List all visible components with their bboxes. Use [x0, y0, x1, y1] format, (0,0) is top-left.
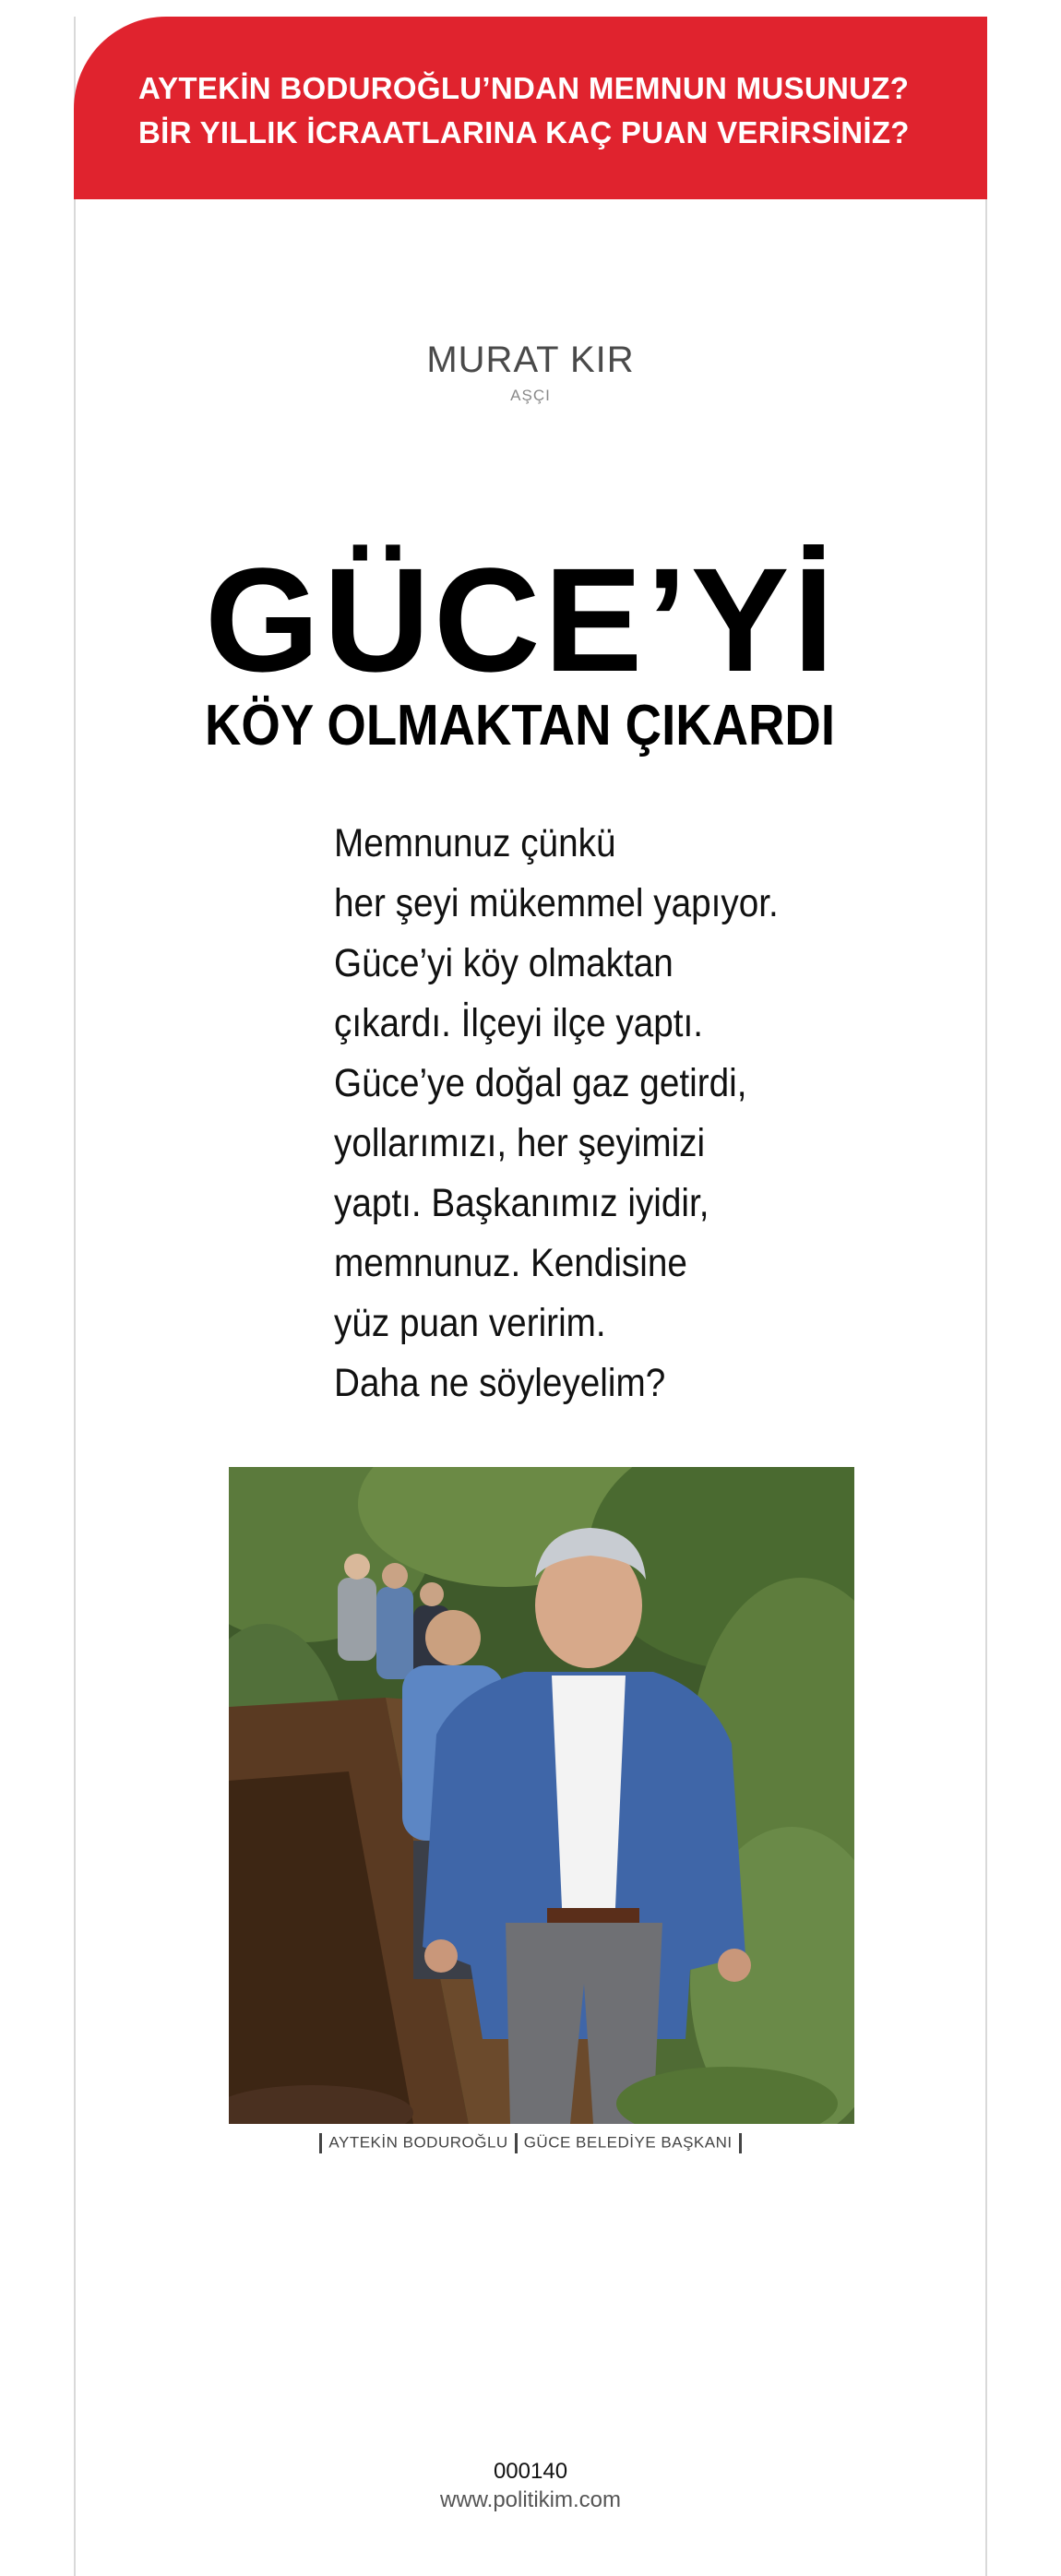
caption-name: AYTEKİN BODUROĞLU	[328, 2133, 508, 2152]
quote-line: Güce’yi köy olmaktan	[334, 941, 674, 985]
caption-divider	[319, 2133, 322, 2153]
quote-line: yaptı. Başkanımız iyidir,	[334, 1181, 709, 1225]
footer-code: 000140	[493, 2459, 568, 2484]
quote-line: memnunuz. Kendisine	[334, 1241, 687, 1285]
author-block	[0, 340, 1061, 405]
caption-divider	[515, 2133, 518, 2153]
quote-line: her şeyi mükemmel yapıyor.	[334, 881, 779, 925]
quote-line: çıkardı. İlçeyi ilçe yaptı.	[334, 1001, 704, 1045]
author-occupation: AŞÇI	[510, 387, 551, 404]
footer-website-link[interactable]: www.politikim.com	[439, 2487, 622, 2512]
banner-question-line-2: BİR YILLIK İCRAATLARINA KAÇ PUAN VERİRSİNİZ?	[138, 115, 910, 149]
photo-caption	[0, 2133, 1061, 2153]
mayor-photo-illustration	[229, 1467, 854, 2124]
banner-question-line-1: AYTEKİN BODUROĞLU’NDAN MEMNUN MUSUNUZ?	[138, 71, 910, 105]
quote-body	[334, 814, 906, 1413]
quote-line: yollarımızı, her şeyimizi	[334, 1121, 706, 1165]
author-name: MURAT KIR	[426, 340, 635, 380]
quote-line: Daha ne söyleyelim?	[334, 1361, 666, 1405]
quote-line: Memnunuz çünkü	[334, 821, 616, 865]
caption-title: GÜCE BELEDİYE BAŞKANI	[523, 2133, 733, 2152]
quote-line: Güce’ye doğal gaz getirdi,	[334, 1061, 747, 1105]
quote-line: yüz puan veririm.	[334, 1301, 606, 1345]
question-banner	[74, 17, 987, 199]
subheadline: KÖY OLMAKTAN ÇIKARDI	[205, 694, 835, 757]
page-footer	[0, 2458, 1061, 2515]
headline: GÜCE’Yİ	[205, 537, 838, 702]
mayor-photo	[229, 1467, 854, 2124]
caption-divider	[739, 2133, 742, 2153]
